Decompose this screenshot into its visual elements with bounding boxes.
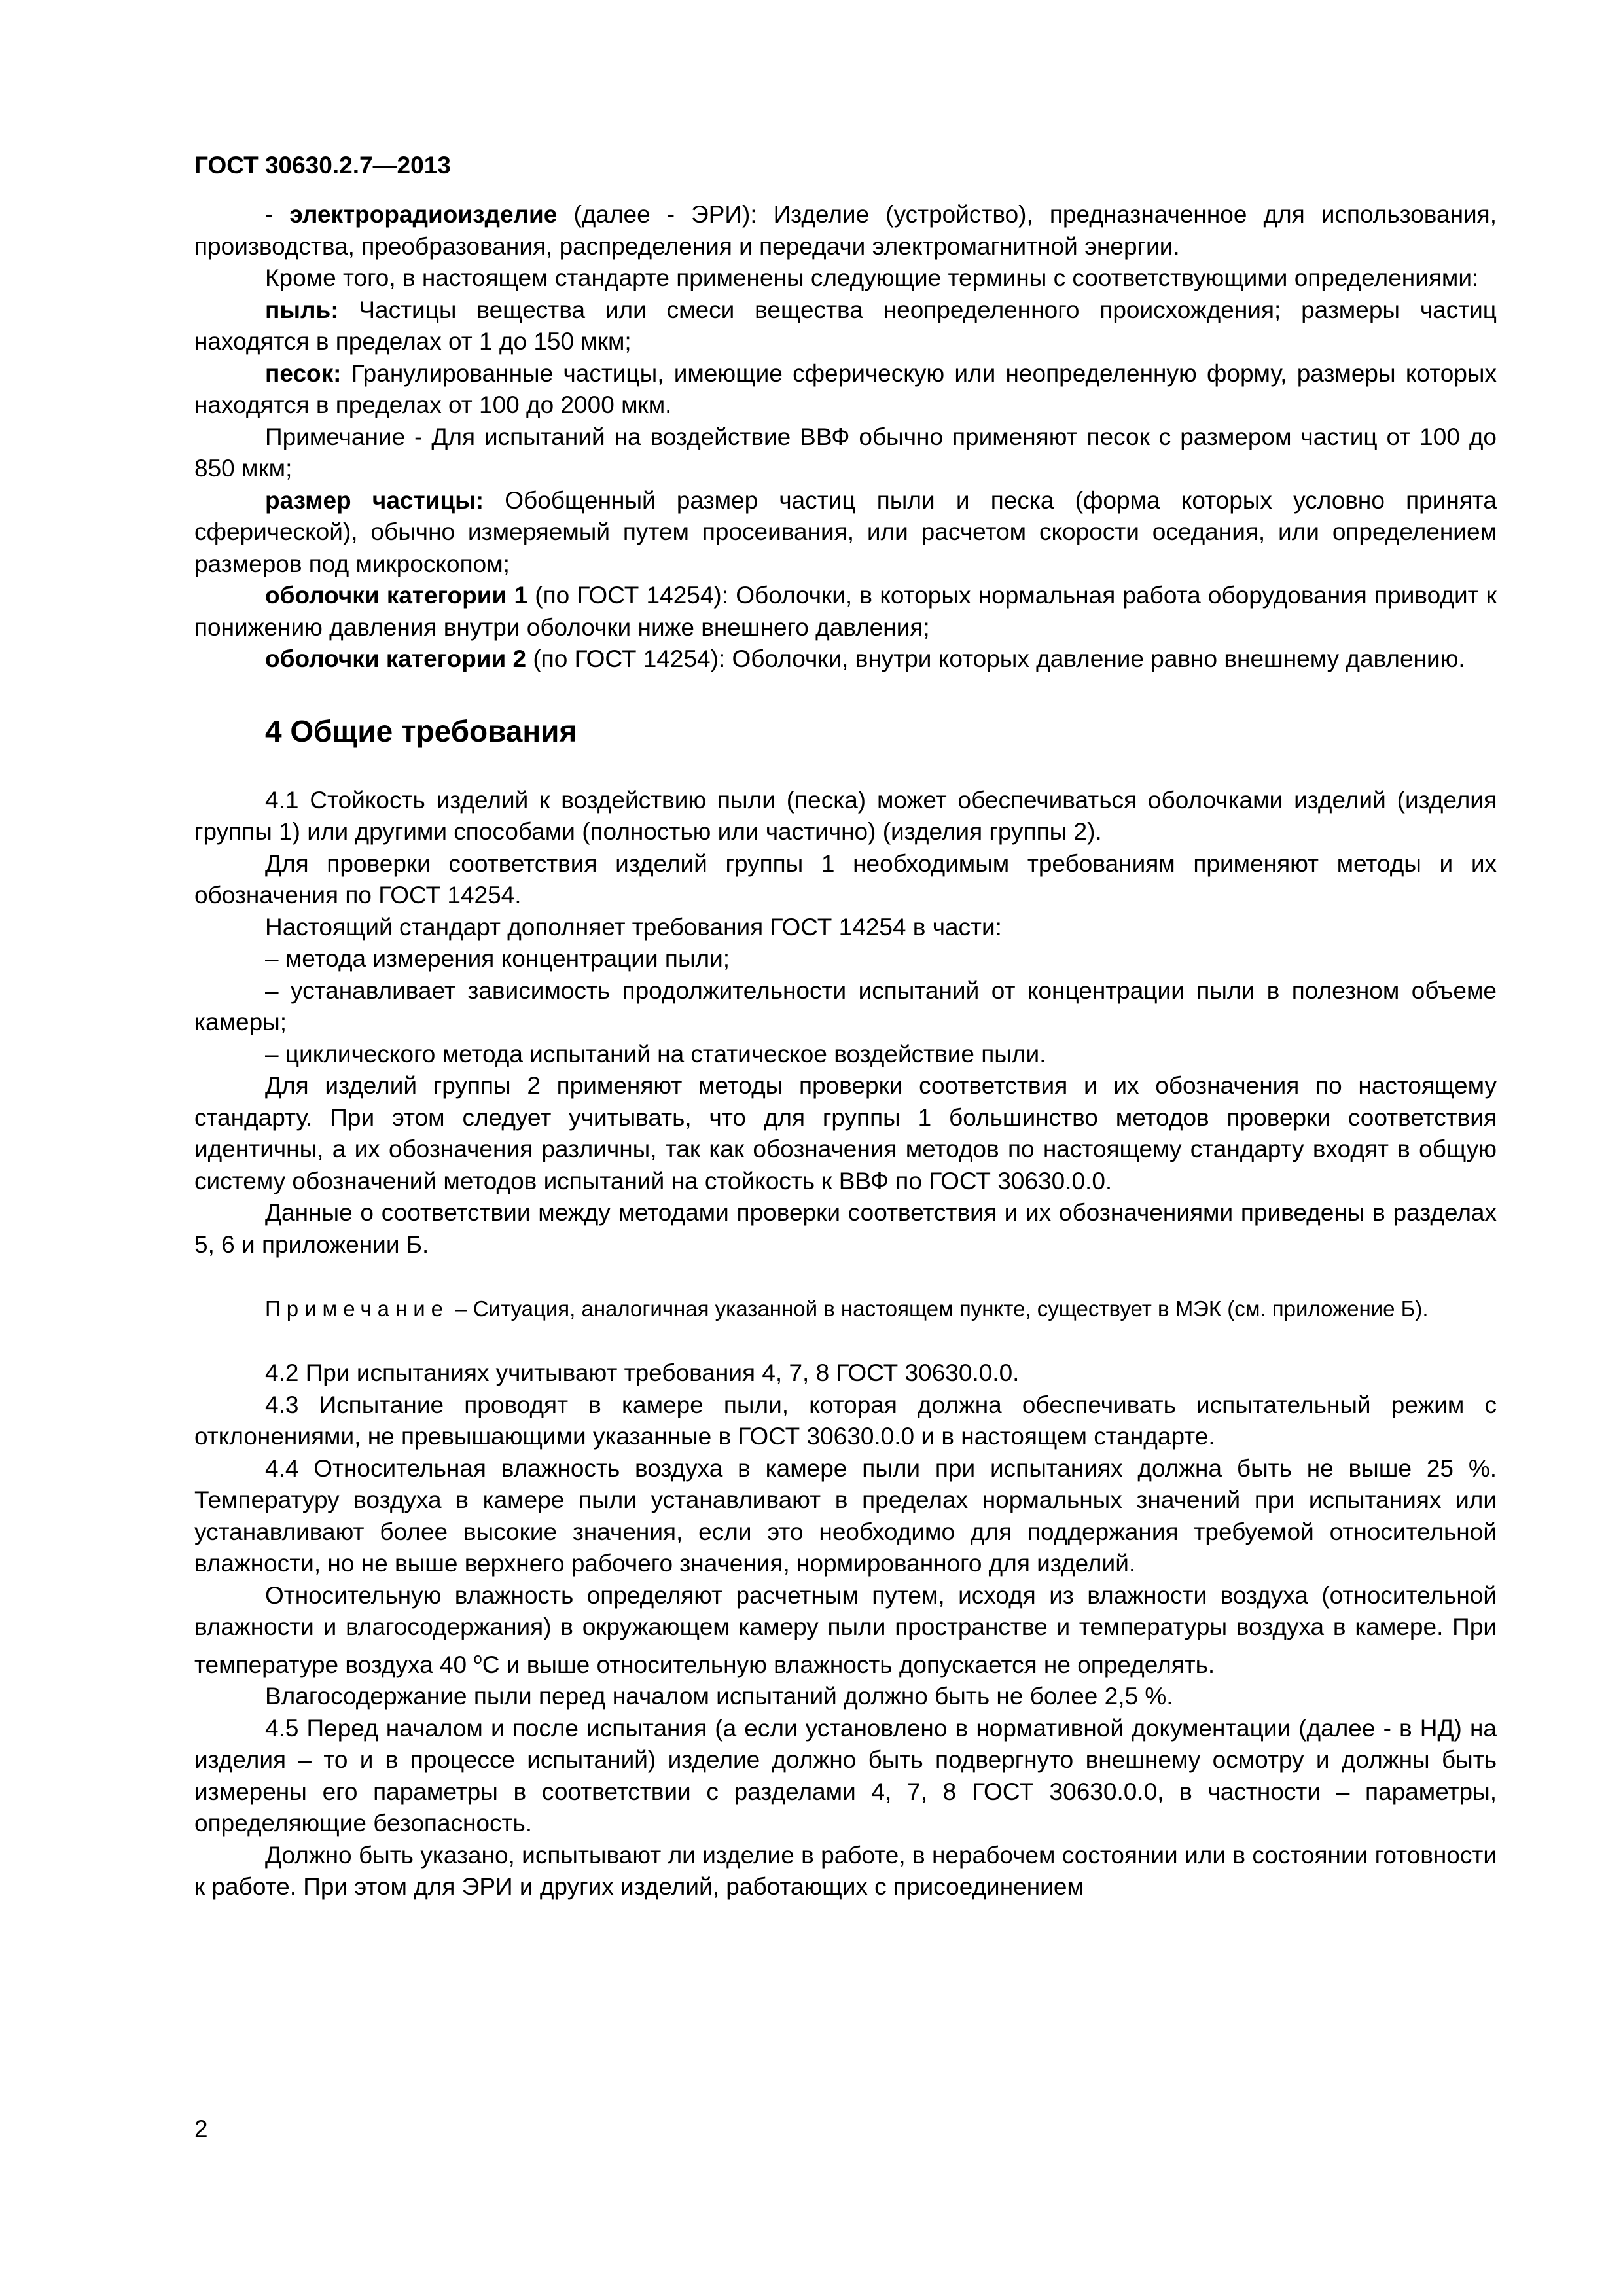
term-name: оболочки категории 2 bbox=[265, 645, 527, 672]
term-dust bbox=[194, 295, 1497, 358]
term-definition: Обобщенный размер частиц пыли и песка (форма которых условно принята сферической), обычно измеряемый путем просеивания, или расчетом скорости оседания, или определением размеров под микроскопом; bbox=[194, 486, 1497, 577]
degree-sign: о bbox=[473, 1649, 482, 1668]
term-prefix: - bbox=[265, 201, 290, 228]
term-name: оболочки категории 1 bbox=[265, 582, 528, 609]
term-enclosure-cat1 bbox=[194, 580, 1497, 643]
term-name: пыль: bbox=[265, 296, 339, 323]
paragraph: Для изделий группы 2 применяют методы проверки соответствия и их обозначения по настоящему стандарту. При этом следует учитывать, что для группы 1 большинство методов проверки соответствия идентичны, а их обозначения различны, так как обозначения методов по настоящему стандарту входят в общую систему обозначений методов испытаний на стойкость к ВВФ по ГОСТ 30630.0.0. bbox=[194, 1072, 1497, 1194]
paragraph: 4.5 Перед началом и после испытания (а если установлено в нормативной документации (далее - в НД) на изделия – то и в процессе испытаний) изделие должно быть подвергнуто внешнему осмотру и должны быть измерены его параметры в соответствии с разделами 4, 7, 8 ГОСТ 30630.0.0, в частности – параметры, определяющие безопасность. bbox=[194, 1714, 1497, 1837]
paragraph: 4.2 При испытаниях учитывают требования 4, 7, 8 ГОСТ 30630.0.0. bbox=[265, 1359, 1020, 1386]
paragraph: Влагосодержание пыли перед началом испытаний должно быть не более 2,5 %. bbox=[265, 1683, 1173, 1710]
paragraph bbox=[194, 1580, 1497, 1681]
paragraph: 4.3 Испытание проводят в камере пыли, которая должна обеспечивать испытательный режим с отклонениями, не превышающими указанные в ГОСТ 30630.0.0 и в настоящем стандарте. bbox=[194, 1391, 1497, 1450]
list-item: – устанавливает зависимость продолжительности испытаний от концентрации пыли в полезном объеме камеры; bbox=[194, 977, 1497, 1035]
paragraph: Должно быть указано, испытывают ли изделие в работе, в нерабочем состоянии или в состоянии готовности к работе. При этом для ЭРИ и других изделий, работающих с присоединением bbox=[194, 1841, 1497, 1900]
sand-note: Примечание - Для испытаний на воздействие ВВФ обычно применяют песок с размером частиц от 100 до 850 мкм; bbox=[194, 423, 1497, 482]
term-definition: (по ГОСТ 14254): Оболочки, в которых нормальная работа оборудования приводит к понижению давления внутри оболочки ниже внешнего давления; bbox=[194, 582, 1497, 641]
paragraph: 4.4 Относительная влажность воздуха в камере пыли при испытаниях должна быть не выше 25 %. Температуру воздуха в камере пыли устанавливают в пределах нормальных значений при испытаниях или устанавливают более высокие значения, если это необходимо для поддержания требуемой относительной влажности, но не выше верхнего рабочего значения, нормированного для изделий. bbox=[194, 1454, 1497, 1577]
term-definition: (по ГОСТ 14254): Оболочки, внутри которых давление равно внешнему давлению. bbox=[526, 645, 1465, 672]
page-number: 2 bbox=[194, 2115, 208, 2142]
list-item: – метода измерения концентрации пыли; bbox=[265, 945, 730, 972]
paragraph: Настоящий стандарт дополняет требования ГОСТ 14254 в части: bbox=[265, 913, 1002, 941]
term-eri bbox=[194, 199, 1497, 262]
term-name: песок: bbox=[265, 359, 342, 387]
paragraph-text: С и выше относительную влажность допускается не определять. bbox=[482, 1651, 1215, 1678]
note-label: Примечание bbox=[265, 1297, 450, 1321]
term-sand bbox=[194, 358, 1497, 422]
term-enclosure-cat2 bbox=[194, 643, 1497, 675]
page-content bbox=[194, 199, 1497, 1903]
terms-intro: Кроме того, в настоящем стандарте применены следующие термины с соответствующими определениями: bbox=[265, 264, 1479, 291]
list-item: – циклического метода испытаний на статическое воздействие пыли. bbox=[265, 1040, 1046, 1067]
term-name: электрорадиоизделие bbox=[289, 201, 558, 228]
term-particle-size bbox=[194, 485, 1497, 581]
term-definition: (далее - ЭРИ): Изделие (устройство), предназначенное для использования, производства, преобразования, распределения и передачи электромагнитной энергии. bbox=[194, 201, 1497, 260]
paragraph: Данные о соответствии между методами проверки соответствия и их обозначениями приведены в разделах 5, 6 и приложении Б. bbox=[194, 1199, 1497, 1258]
term-definition: Частицы вещества или смеси вещества неопределенного происхождения; размеры частиц находятся в пределах от 1 до 150 мкм; bbox=[194, 296, 1497, 355]
term-definition: Гранулированные частицы, имеющие сферическую или неопределенную форму, размеры которых находятся в пределах от 100 до 2000 мкм. bbox=[194, 359, 1497, 418]
note bbox=[194, 1295, 1497, 1323]
paragraph: 4.1 Стойкость изделий к воздействию пыли (песка) может обеспечиваться оболочками изделий (изделия группы 1) или другими способами (полностью или частично) (изделия группы 2). bbox=[194, 786, 1497, 845]
paragraph-text: Относительную влажность определяют расчетным путем, исходя из влажности воздуха (относительной влажности и влагосодержания) в окружающем камеру пыли пространстве и температуры воздуха в камере. При температуре воздуха 40 bbox=[194, 1581, 1497, 1678]
section-title: 4 Общие требования bbox=[265, 713, 577, 748]
standard-header: ГОСТ 30630.2.7—2013 bbox=[194, 152, 451, 179]
paragraph: Для проверки соответствия изделий группы 1 необходимым требованиям применяют методы и их обозначения по ГОСТ 14254. bbox=[194, 850, 1497, 908]
note-text: – Ситуация, аналогичная указанной в настоящем пункте, существует в МЭК (см. приложение Б). bbox=[449, 1297, 1429, 1321]
term-name: размер частицы: bbox=[265, 486, 484, 514]
